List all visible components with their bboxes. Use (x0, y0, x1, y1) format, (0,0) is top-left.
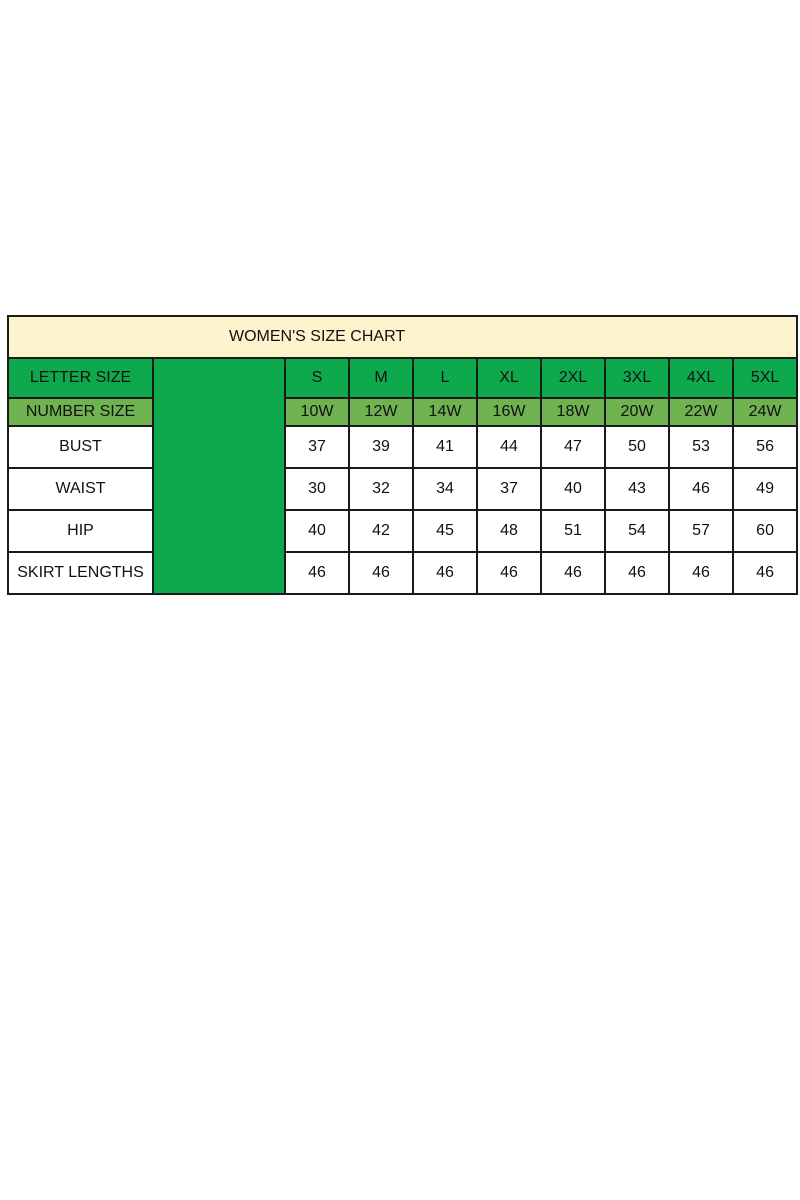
measurement-cell: 48 (477, 510, 541, 552)
letter-size-cell: 5XL (733, 358, 797, 398)
measurement-cell: 30 (285, 468, 349, 510)
number-size-row (8, 398, 797, 426)
number-size-cell: 14W (413, 398, 477, 426)
measurement-cell: 37 (477, 468, 541, 510)
number-size-cell: 22W (669, 398, 733, 426)
measurement-cell: 46 (477, 552, 541, 594)
measurement-cell: 46 (669, 552, 733, 594)
measurement-cell: 56 (733, 426, 797, 468)
letter-size-cell: 2XL (541, 358, 605, 398)
measurement-cell: 34 (413, 468, 477, 510)
hip-row (8, 510, 797, 552)
number-size-label: NUMBER SIZE (8, 398, 153, 426)
chart-title: WOMEN'S SIZE CHART (8, 316, 797, 358)
measurement-cell: 54 (605, 510, 669, 552)
number-size-cell: 12W (349, 398, 413, 426)
waist-label: WAIST (8, 468, 153, 510)
measurement-cell: 57 (669, 510, 733, 552)
number-size-cell: 20W (605, 398, 669, 426)
waist-row (8, 468, 797, 510)
measurement-cell: 37 (285, 426, 349, 468)
measurement-cell: 53 (669, 426, 733, 468)
bust-label: BUST (8, 426, 153, 468)
measurement-cell: 42 (349, 510, 413, 552)
measurement-cell: 51 (541, 510, 605, 552)
letter-size-cell: 4XL (669, 358, 733, 398)
measurement-cell: 46 (285, 552, 349, 594)
measurement-cell: 41 (413, 426, 477, 468)
measurement-cell: 46 (541, 552, 605, 594)
skirt-lengths-label: SKIRT LENGTHS (8, 552, 153, 594)
skirt-lengths-row (8, 552, 797, 594)
number-size-cell: 24W (733, 398, 797, 426)
measurement-cell: 46 (733, 552, 797, 594)
letter-size-row (8, 358, 797, 398)
measurement-cell: 40 (285, 510, 349, 552)
hip-label: HIP (8, 510, 153, 552)
measurement-cell: 60 (733, 510, 797, 552)
measurement-cell: 46 (349, 552, 413, 594)
green-spacer-column (153, 358, 285, 594)
measurement-cell: 45 (413, 510, 477, 552)
number-size-cell: 10W (285, 398, 349, 426)
letter-size-cell: S (285, 358, 349, 398)
letter-size-cell: M (349, 358, 413, 398)
measurement-cell: 40 (541, 468, 605, 510)
measurement-cell: 46 (413, 552, 477, 594)
letter-size-label: LETTER SIZE (8, 358, 153, 398)
measurement-cell: 47 (541, 426, 605, 468)
letter-size-cell: XL (477, 358, 541, 398)
title-row (8, 316, 797, 358)
measurement-cell: 49 (733, 468, 797, 510)
measurement-cell: 46 (669, 468, 733, 510)
measurement-cell: 43 (605, 468, 669, 510)
size-chart-table (7, 315, 798, 595)
measurement-cell: 32 (349, 468, 413, 510)
measurement-cell: 39 (349, 426, 413, 468)
number-size-cell: 16W (477, 398, 541, 426)
bust-row (8, 426, 797, 468)
letter-size-cell: L (413, 358, 477, 398)
measurement-cell: 46 (605, 552, 669, 594)
number-size-cell: 18W (541, 398, 605, 426)
measurement-cell: 50 (605, 426, 669, 468)
measurement-cell: 44 (477, 426, 541, 468)
letter-size-cell: 3XL (605, 358, 669, 398)
